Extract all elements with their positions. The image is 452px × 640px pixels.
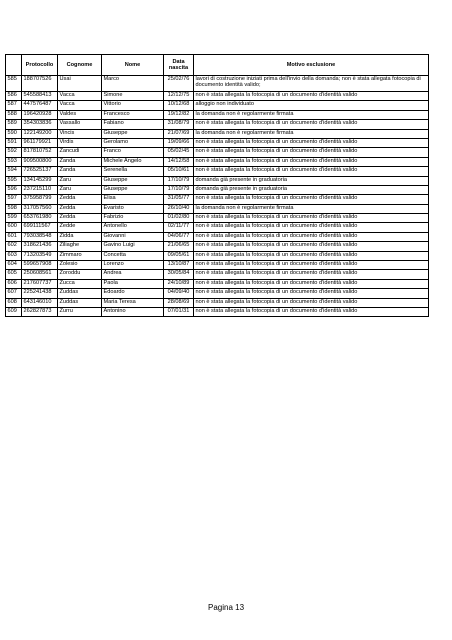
row-protocollo: 318621436	[22, 242, 58, 251]
row-nome: Elisa	[102, 195, 164, 204]
row-motivo: non è stata allegata la fotocopia di un documento d'identità valido	[194, 120, 429, 129]
row-nome: Concetta	[102, 251, 164, 260]
table-row	[6, 92, 429, 101]
row-motivo: non è stata allegata la fotocopia di un documento d'identità valido	[194, 92, 429, 101]
row-number: 586	[6, 92, 22, 101]
table-row	[6, 120, 429, 129]
row-nome: Andrea	[102, 270, 164, 279]
row-cognome: Usai	[58, 76, 102, 92]
row-motivo: alloggio non individuato	[194, 101, 429, 110]
table-row	[6, 129, 429, 138]
row-cognome: Zuddas	[58, 289, 102, 298]
table-row	[6, 195, 429, 204]
table-row	[6, 232, 429, 241]
row-nome: Simone	[102, 92, 164, 101]
row-cognome: Zaru	[58, 176, 102, 185]
row-data-nascita: 02/11/77	[164, 223, 194, 232]
row-nome: Fabrizio	[102, 214, 164, 223]
header-nome: Nome	[102, 55, 164, 76]
row-protocollo: 793038548	[22, 232, 58, 241]
row-number: 606	[6, 279, 22, 288]
row-cognome: Zidda	[58, 232, 102, 241]
row-number: 592	[6, 148, 22, 157]
row-motivo: non è stata allegata la fotocopia di un documento d'identità valido	[194, 279, 429, 288]
row-motivo: non è stata allegata la fotocopia di un documento d'identità valido	[194, 214, 429, 223]
row-cognome: Zucca	[58, 279, 102, 288]
row-cognome: Zanda	[58, 167, 102, 176]
row-nome: Antonello	[102, 223, 164, 232]
row-cognome: Vacca	[58, 92, 102, 101]
table-row	[6, 270, 429, 279]
row-nome: Marco	[102, 76, 164, 92]
row-cognome: Zimmaro	[58, 251, 102, 260]
row-motivo: non è stata allegata la fotocopia di un documento d'identità valido	[194, 251, 429, 260]
row-nome: Antonino	[102, 307, 164, 316]
row-data-nascita: 31/08/79	[164, 120, 194, 129]
row-nome: Michele Angelo	[102, 157, 164, 166]
row-protocollo: 188707526	[22, 76, 58, 92]
row-number: 589	[6, 120, 22, 129]
row-number: 605	[6, 270, 22, 279]
table-row	[6, 307, 429, 316]
header-data-nascita: Data nascita	[164, 55, 194, 76]
row-data-nascita: 24/10/89	[164, 279, 194, 288]
row-protocollo: 134145299	[22, 176, 58, 185]
row-number: 603	[6, 251, 22, 260]
row-motivo: non è stata allegata la fotocopia di un documento d'identità valido	[194, 307, 429, 316]
table-row	[6, 185, 429, 194]
row-data-nascita: 31/05/77	[164, 195, 194, 204]
row-number: 593	[6, 157, 22, 166]
row-data-nascita: 14/12/58	[164, 157, 194, 166]
row-data-nascita: 19/09/66	[164, 138, 194, 147]
table-row	[6, 298, 429, 307]
row-data-nascita: 07/01/31	[164, 307, 194, 316]
row-number: 609	[6, 307, 22, 316]
row-number: 595	[6, 176, 22, 185]
row-data-nascita: 01/02/80	[164, 214, 194, 223]
row-number: 598	[6, 204, 22, 213]
row-nome: Serenella	[102, 167, 164, 176]
row-number: 588	[6, 110, 22, 119]
table-row	[6, 176, 429, 185]
table-row	[6, 138, 429, 147]
row-number: 604	[6, 261, 22, 270]
table-row	[6, 242, 429, 251]
row-motivo: non è stata allegata la fotocopia di un documento d'identità valido	[194, 167, 429, 176]
row-nome: Giuseppe	[102, 176, 164, 185]
row-motivo: non è stata allegata la fotocopia di un documento d'identità valido	[194, 298, 429, 307]
row-motivo: lavori di costruzione iniziati prima dell'invio della domanda; non è stata allegata fotocopia di documento identità valido;	[194, 76, 429, 92]
row-number: 601	[6, 232, 22, 241]
row-motivo: la domanda non è regolarmente firmata	[194, 110, 429, 119]
row-number: 608	[6, 298, 22, 307]
row-motivo: domanda già presente in graduatoria	[194, 185, 429, 194]
row-protocollo: 217607737	[22, 279, 58, 288]
row-nome: Maria Teresa	[102, 298, 164, 307]
row-protocollo: 122149200	[22, 129, 58, 138]
row-cognome: Zedda	[58, 204, 102, 213]
table-row	[6, 204, 429, 213]
row-nome: Edoardo	[102, 289, 164, 298]
row-data-nascita: 13/10/87	[164, 261, 194, 270]
row-nome: Evaristo	[102, 204, 164, 213]
row-protocollo: 354303836	[22, 120, 58, 129]
row-cognome: Zanda	[58, 157, 102, 166]
row-cognome: Vacca	[58, 101, 102, 110]
row-motivo: non è stata allegata la fotocopia di un documento d'identità valido	[194, 270, 429, 279]
row-protocollo: 961179921	[22, 138, 58, 147]
row-data-nascita: 10/12/68	[164, 101, 194, 110]
row-motivo: non è stata allegata la fotocopia di un documento d'identità valido	[194, 138, 429, 147]
row-data-nascita: 05/02/45	[164, 148, 194, 157]
row-protocollo: 250608561	[22, 270, 58, 279]
row-nome: Gerolamo	[102, 138, 164, 147]
row-motivo: non è stata allegata la fotocopia di un documento d'identità valido	[194, 157, 429, 166]
row-protocollo: 713203549	[22, 251, 58, 260]
row-protocollo: 909500800	[22, 157, 58, 166]
row-motivo: non è stata allegata la fotocopia di un documento d'identità valido	[194, 289, 429, 298]
row-motivo: non è stata allegata la fotocopia di un documento d'identità valido	[194, 232, 429, 241]
row-cognome: Zancudi	[58, 148, 102, 157]
row-motivo: non è stata allegata la fotocopia di un documento d'identità valido	[194, 261, 429, 270]
row-protocollo: 237215110	[22, 185, 58, 194]
header-number	[6, 55, 22, 76]
header-cognome: Cognome	[58, 55, 102, 76]
row-cognome: Vincis	[58, 129, 102, 138]
row-nome: Lorenzo	[102, 261, 164, 270]
row-protocollo: 653761980	[22, 214, 58, 223]
row-number: 591	[6, 138, 22, 147]
row-number: 587	[6, 101, 22, 110]
row-number: 594	[6, 167, 22, 176]
row-data-nascita: 25/02/76	[164, 76, 194, 92]
row-nome: Franco	[102, 148, 164, 157]
row-cognome: Zaru	[58, 185, 102, 194]
row-nome: Fabiano	[102, 120, 164, 129]
row-data-nascita: 04/09/40	[164, 289, 194, 298]
row-data-nascita: 17/10/79	[164, 176, 194, 185]
row-cognome: Zurru	[58, 307, 102, 316]
row-data-nascita: 17/10/79	[164, 185, 194, 194]
row-number: 590	[6, 129, 22, 138]
row-nome: Vittorio	[102, 101, 164, 110]
row-data-nascita: 09/05/61	[164, 251, 194, 260]
row-motivo: la domanda non è regolarmente firmata	[194, 129, 429, 138]
row-cognome: Valdes	[58, 110, 102, 119]
row-number: 585	[6, 76, 22, 92]
row-protocollo: 262827873	[22, 307, 58, 316]
row-data-nascita: 21/06/65	[164, 242, 194, 251]
row-motivo: la domanda non è regolarmente firmata	[194, 204, 429, 213]
row-protocollo: 726525137	[22, 167, 58, 176]
row-cognome: Virdis	[58, 138, 102, 147]
row-number: 599	[6, 214, 22, 223]
row-cognome: Zedda	[58, 214, 102, 223]
row-nome: Giovanni	[102, 232, 164, 241]
table-row	[6, 289, 429, 298]
header-motivo: Motivo esclusione	[194, 55, 429, 76]
row-data-nascita: 28/08/69	[164, 298, 194, 307]
exclusion-table	[5, 54, 429, 317]
row-protocollo: 317057560	[22, 204, 58, 213]
table-row	[6, 251, 429, 260]
row-data-nascita: 05/10/61	[164, 167, 194, 176]
row-nome: Giuseppe	[102, 129, 164, 138]
row-motivo: non è stata allegata la fotocopia di un documento d'identità valido	[194, 223, 429, 232]
row-data-nascita: 04/06/77	[164, 232, 194, 241]
row-nome: Giuseppe	[102, 185, 164, 194]
row-cognome: Vassallo	[58, 120, 102, 129]
row-nome: Francesco	[102, 110, 164, 119]
row-protocollo: 643146010	[22, 298, 58, 307]
row-nome: Paola	[102, 279, 164, 288]
row-nome: Gavino Luigi	[102, 242, 164, 251]
table-row	[6, 214, 429, 223]
table-row	[6, 167, 429, 176]
row-number: 600	[6, 223, 22, 232]
row-data-nascita: 12/12/75	[164, 92, 194, 101]
row-cognome: Zoroddu	[58, 270, 102, 279]
row-cognome: Zuddas	[58, 298, 102, 307]
table-row	[6, 110, 429, 119]
table-row	[6, 223, 429, 232]
row-cognome: Zolesio	[58, 261, 102, 270]
row-protocollo: 225241438	[22, 289, 58, 298]
row-motivo: non è stata allegata la fotocopia di un documento d'identità valido	[194, 148, 429, 157]
table-row	[6, 157, 429, 166]
row-protocollo: 375958799	[22, 195, 58, 204]
row-cognome: Zedde	[58, 223, 102, 232]
row-protocollo: 817810752	[22, 148, 58, 157]
row-data-nascita: 26/10/40	[164, 204, 194, 213]
row-protocollo: 599657908	[22, 261, 58, 270]
table-row	[6, 279, 429, 288]
row-motivo: domanda già presente in graduatoria	[194, 176, 429, 185]
row-protocollo: 447576487	[22, 101, 58, 110]
row-protocollo: 699111567	[22, 223, 58, 232]
table-row	[6, 101, 429, 110]
row-protocollo: 545588413	[22, 92, 58, 101]
row-motivo: non è stata allegata la fotocopia di un documento d'identità valido	[194, 195, 429, 204]
row-number: 607	[6, 289, 22, 298]
row-motivo: non è stata allegata la fotocopia di un documento d'identità valido	[194, 242, 429, 251]
row-data-nascita: 30/05/84	[164, 270, 194, 279]
table-row	[6, 76, 429, 92]
page-number: Pagina 13	[207, 603, 245, 612]
table-row	[6, 148, 429, 157]
row-number: 597	[6, 195, 22, 204]
row-number: 602	[6, 242, 22, 251]
row-protocollo: 196420928	[22, 110, 58, 119]
table-header-row	[6, 55, 429, 76]
row-data-nascita: 21/07/69	[164, 129, 194, 138]
table-row	[6, 261, 429, 270]
row-data-nascita: 19/12/82	[164, 110, 194, 119]
row-number: 596	[6, 185, 22, 194]
header-protocollo: Protocollo	[22, 55, 58, 76]
row-cognome: Zedda	[58, 195, 102, 204]
row-cognome: Ziliaghe	[58, 242, 102, 251]
